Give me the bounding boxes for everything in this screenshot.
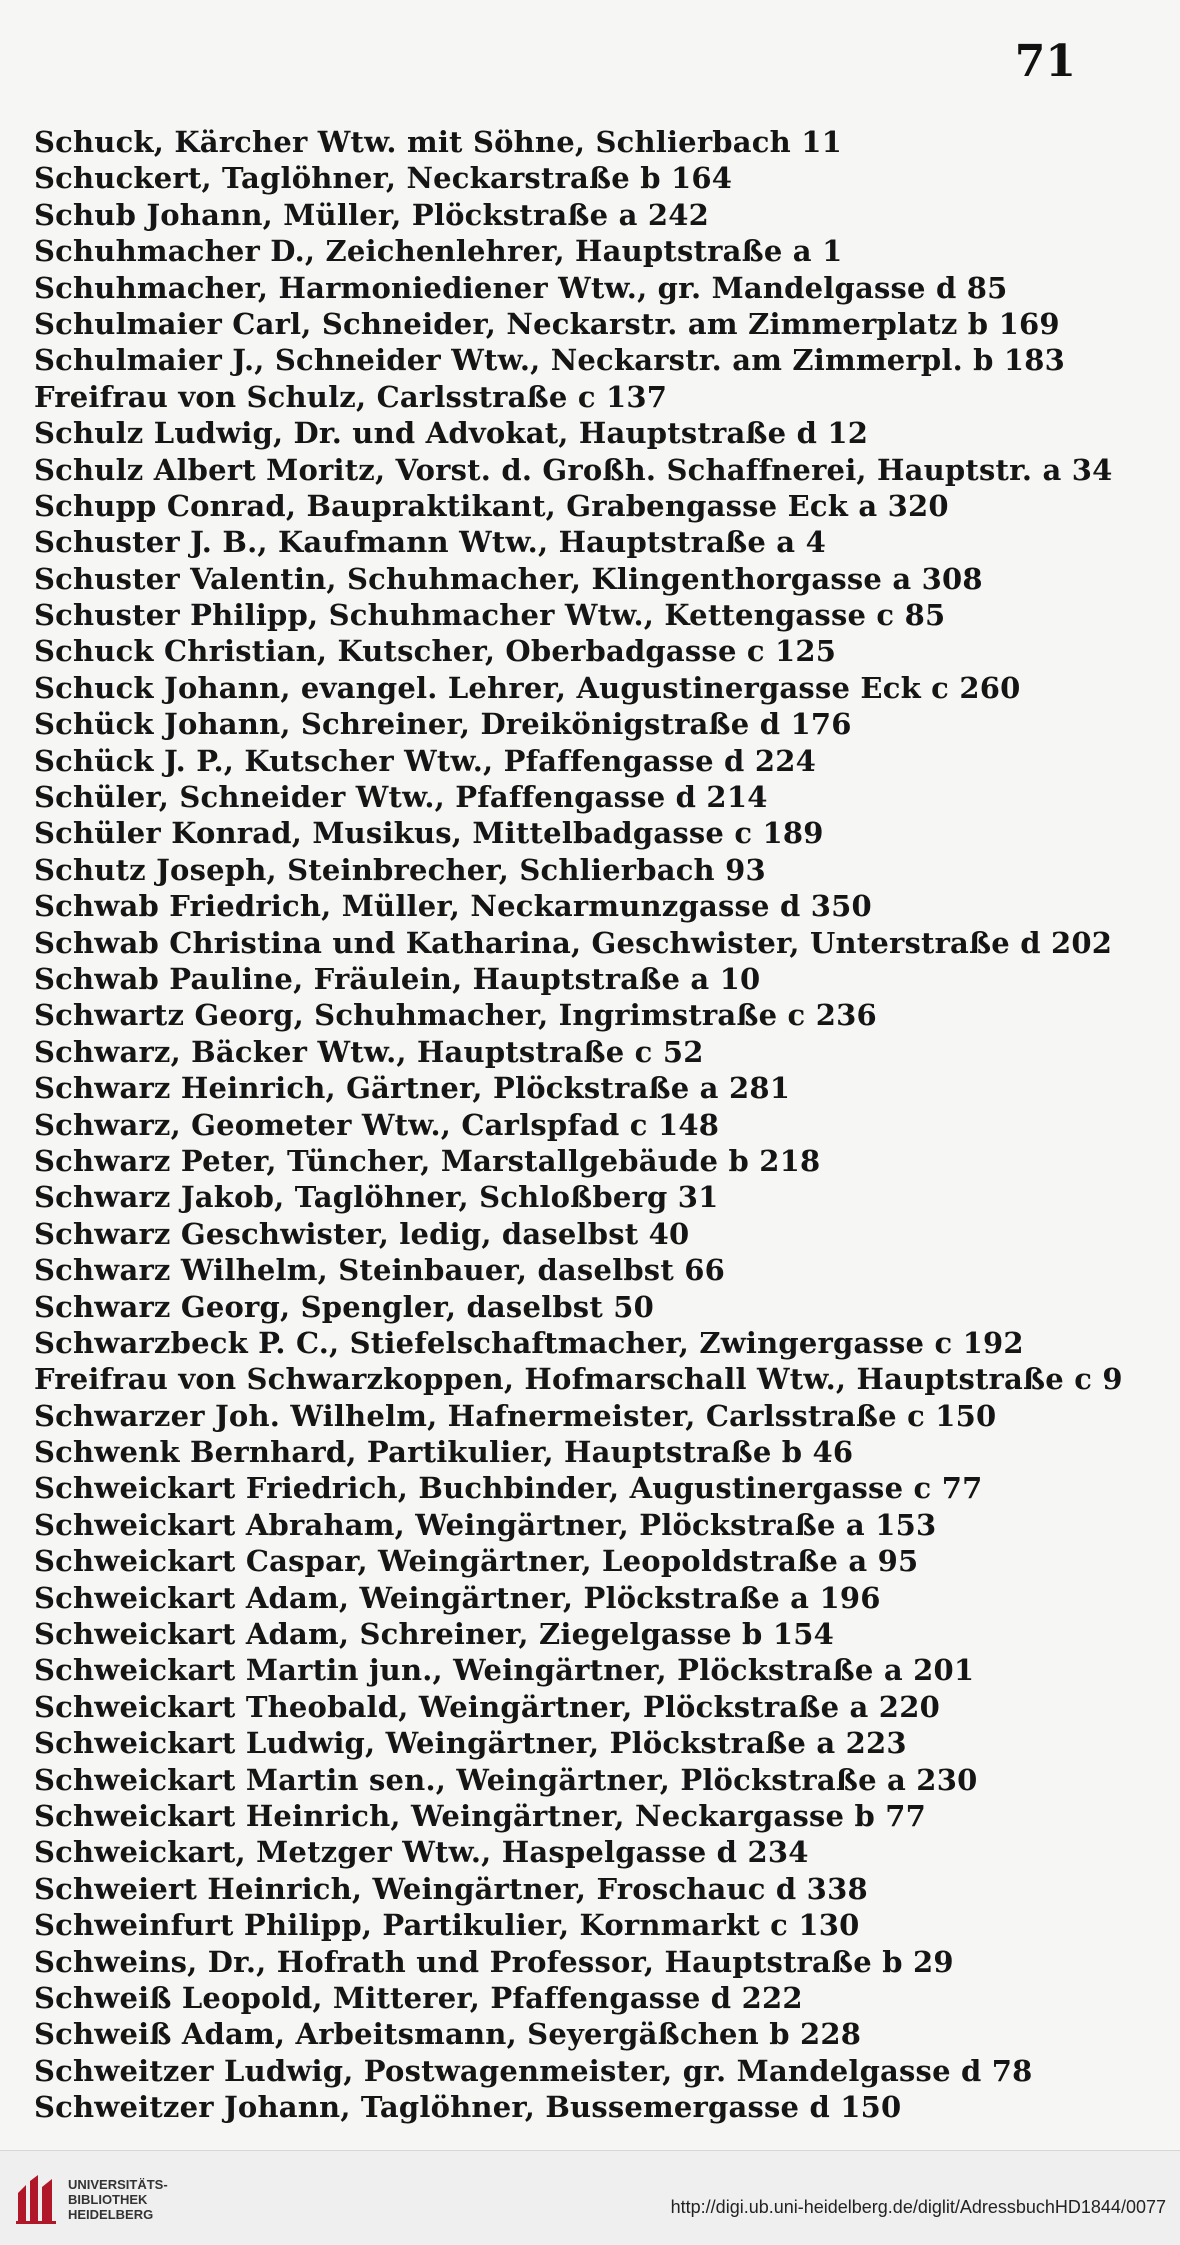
address-entry: Schwarz Jakob, Taglöhner, Schloßberg 31 [34,1180,719,1215]
address-entry: Schweiert Heinrich, Weingärtner, Froschauc d 338 [34,1871,868,1906]
address-entry: Schweickart Martin jun., Weingärtner, Plöckstraße a 201 [34,1653,975,1688]
address-entry-list [34,124,1154,2125]
address-entry: Schweinfurt Philipp, Partikulier, Kornmarkt c 130 [34,1908,860,1943]
address-entry: Schwab Christina und Katharina, Geschwister, Unterstraße d 202 [34,925,1113,960]
address-entry: Schweiß Leopold, Mitterer, Pfaffengasse d 222 [34,1980,803,2015]
address-entry: Freifrau von Schwarzkoppen, Hofmarschall Wtw., Hauptstraße c 9 [34,1362,1123,1397]
page-number: 71 [1014,36,1076,87]
address-entry: Schweickart Heinrich, Weingärtner, Neckargasse b 77 [34,1798,926,1833]
address-entry: Schweickart Theobald, Weingärtner, Plöckstraße a 220 [34,1689,940,1724]
address-entry: Schuster Valentin, Schuhmacher, Klingenthorgasse a 308 [34,561,983,596]
address-entry: Schweins, Dr., Hofrath und Professor, Hauptstraße b 29 [34,1944,954,1979]
address-entry: Schuckert, Taglöhner, Neckarstraße b 164 [34,161,733,196]
address-entry: Schuhmacher, Harmoniediener Wtw., gr. Mandelgasse d 85 [34,270,1008,305]
address-entry: Schweiß Adam, Arbeitsmann, Seyergäßchen b 228 [34,2017,862,2052]
source-url-link[interactable]: http://digi.ub.uni-heidelberg.de/diglit/AdressbuchHD1844/0077 [670,2197,1166,2217]
address-entry: Schüler Konrad, Musikus, Mittelbadgasse c 189 [34,816,824,851]
address-entry: Schweickart Caspar, Weingärtner, Leopoldstraße a 95 [34,1544,919,1579]
address-entry: Schück J. P., Kutscher Wtw., Pfaffengasse d 224 [34,743,816,778]
address-entry: Schwarz Heinrich, Gärtner, Plöckstraße a 281 [34,1071,791,1106]
address-entry: Schüler, Schneider Wtw., Pfaffengasse d 214 [34,780,768,815]
library-name-line2: BIBLIOTHEK [68,2192,148,2207]
address-entry: Schwab Pauline, Fräulein, Hauptstraße a 10 [34,961,761,996]
address-entry: Schuhmacher D., Zeichenlehrer, Hauptstraße a 1 [34,234,843,269]
address-entry: Schulz Ludwig, Dr. und Advokat, Hauptstraße d 12 [34,416,869,451]
library-name-line1: UNIVERSITÄTS- [68,2177,168,2192]
address-entry: Schwarzer Joh. Wilhelm, Hafnermeister, Carlsstraße c 150 [34,1398,997,1433]
address-entry: Schwarz Georg, Spengler, daselbst 50 [34,1289,654,1324]
address-entry: Schuck, Kärcher Wtw. mit Söhne, Schlierbach 11 [34,125,842,159]
address-entry: Schweickart Abraham, Weingärtner, Plöckstraße a 153 [34,1507,937,1542]
address-entry: Schweickart Friedrich, Buchbinder, Augustinergasse c 77 [34,1471,983,1506]
address-entry: Schupp Conrad, Baupraktikant, Grabengasse Eck a 320 [34,488,949,523]
library-name [68,2177,168,2222]
viewer-footer [0,2150,1180,2245]
address-entry: Schulmaier Carl, Schneider, Neckarstr. am Zimmerplatz b 169 [34,306,1060,341]
address-entry: Schwarz Geschwister, ledig, daselbst 40 [34,1216,690,1251]
address-entry: Schweickart Adam, Weingärtner, Plöckstraße a 196 [34,1580,881,1615]
university-library-logo-icon[interactable] [12,2171,62,2227]
address-entry: Schwarzbeck P. C., Stiefelschaftmacher, Zwingergasse c 192 [34,1325,1024,1360]
address-entry: Schweitzer Ludwig, Postwagenmeister, gr. Mandelgasse d 78 [34,2053,1033,2088]
address-entry: Schwarz, Geometer Wtw., Carlspfad c 148 [34,1107,720,1142]
address-entry: Schweickart Martin sen., Weingärtner, Plöckstraße a 230 [34,1762,978,1797]
address-entry: Schuster Philipp, Schuhmacher Wtw., Kettengasse c 85 [34,598,946,633]
address-entry: Schutz Joseph, Steinbrecher, Schlierbach 93 [34,852,766,887]
address-entry: Schweickart Ludwig, Weingärtner, Plöckstraße a 223 [34,1726,907,1761]
address-entry: Schwab Friedrich, Müller, Neckarmunzgasse d 350 [34,889,872,924]
address-entry: Schuck Johann, evangel. Lehrer, Augustinergasse Eck c 260 [34,670,1021,705]
address-entry: Schück Johann, Schreiner, Dreikönigstraße d 176 [34,707,852,742]
address-entry: Schwarz Wilhelm, Steinbauer, daselbst 66 [34,1253,725,1288]
address-entry: Schwartz Georg, Schuhmacher, Ingrimstraße c 236 [34,998,877,1033]
address-entry: Schulz Albert Moritz, Vorst. d. Großh. Schaffnerei, Hauptstr. a 34 [34,452,1113,487]
address-entry: Schwarz Peter, Tüncher, Marstallgebäude b 218 [34,1143,821,1178]
library-name-line3: HEIDELBERG [68,2207,154,2222]
address-entry: Schwenk Bernhard, Partikulier, Hauptstraße b 46 [34,1435,854,1470]
address-entry: Schuck Christian, Kutscher, Oberbadgasse c 125 [34,634,837,669]
address-entry: Schulmaier J., Schneider Wtw., Neckarstr. am Zimmerpl. b 183 [34,343,1066,378]
address-entry: Schweickart, Metzger Wtw., Haspelgasse d 234 [34,1835,809,1870]
address-entry: Schweitzer Johann, Taglöhner, Bussemergasse d 150 [34,2090,902,2125]
address-entry: Freifrau von Schulz, Carlsstraße c 137 [34,379,668,414]
address-entry: Schuster J. B., Kaufmann Wtw., Hauptstraße a 4 [34,525,826,560]
address-entry: Schub Johann, Müller, Plöckstraße a 242 [34,197,709,232]
address-entry: Schwarz, Bäcker Wtw., Hauptstraße c 52 [34,1034,704,1069]
address-entry: Schweickart Adam, Schreiner, Ziegelgasse b 154 [34,1617,834,1652]
